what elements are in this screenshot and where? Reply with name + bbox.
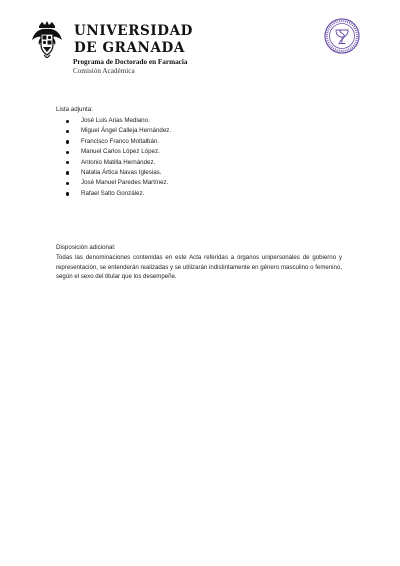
- bullet-icon: [66, 140, 69, 143]
- list-item: [56, 168, 171, 178]
- member-name: Rafael Salto González.: [81, 189, 145, 197]
- member-name: Antonio Matilla Hernández.: [81, 158, 156, 166]
- disposition-label: Disposición adicional:: [56, 244, 116, 251]
- list-item: [56, 147, 171, 157]
- member-name: Natalia Ártica Navas Iglesias.: [81, 168, 162, 176]
- bullet-icon: [66, 161, 69, 164]
- university-name-line1: UNIVERSIDAD: [74, 23, 193, 39]
- list-label: Lista adjunta:: [56, 106, 93, 113]
- program-title: Programa de Doctorado en Farmacia: [73, 58, 188, 66]
- ugr-crest-icon: [30, 20, 64, 58]
- faculty-seal-icon: [324, 18, 360, 54]
- program-subtitle: Comisión Académica: [73, 67, 135, 75]
- list-item: [56, 158, 171, 168]
- disposition-paragraph: Todas las denominaciones contenidas en este Acta referidas a órganos unipersonales de gobierno y representación, se entenderán realizadas y se utilizarán indistintamente en género masculino o femenino, según el sexo del titular que los desempeñe.: [56, 254, 342, 281]
- member-name: Francisco Franco Moltalbán.: [81, 137, 160, 145]
- member-name: José Luis Arias Mediano.: [81, 117, 150, 124]
- list-item: [56, 189, 171, 199]
- member-name: José Manuel Paredes Martínez.: [81, 179, 169, 187]
- member-list: [56, 116, 171, 199]
- bullet-icon: [66, 171, 69, 174]
- bullet-icon: [66, 182, 69, 185]
- member-name: Manuel Carlos López López.: [81, 148, 160, 156]
- list-item: [56, 126, 171, 136]
- bullet-icon: [66, 151, 69, 154]
- member-name: Miguel Ángel Calleja Hernández.: [81, 127, 172, 135]
- university-logo: [30, 20, 193, 60]
- bullet-icon: [66, 130, 69, 133]
- bullet-icon: [66, 120, 69, 123]
- university-name-line2: DE GRANADA: [74, 40, 185, 56]
- list-item: [56, 116, 171, 126]
- bullet-icon: [66, 192, 69, 195]
- list-item: [56, 178, 171, 188]
- list-item: [56, 137, 171, 147]
